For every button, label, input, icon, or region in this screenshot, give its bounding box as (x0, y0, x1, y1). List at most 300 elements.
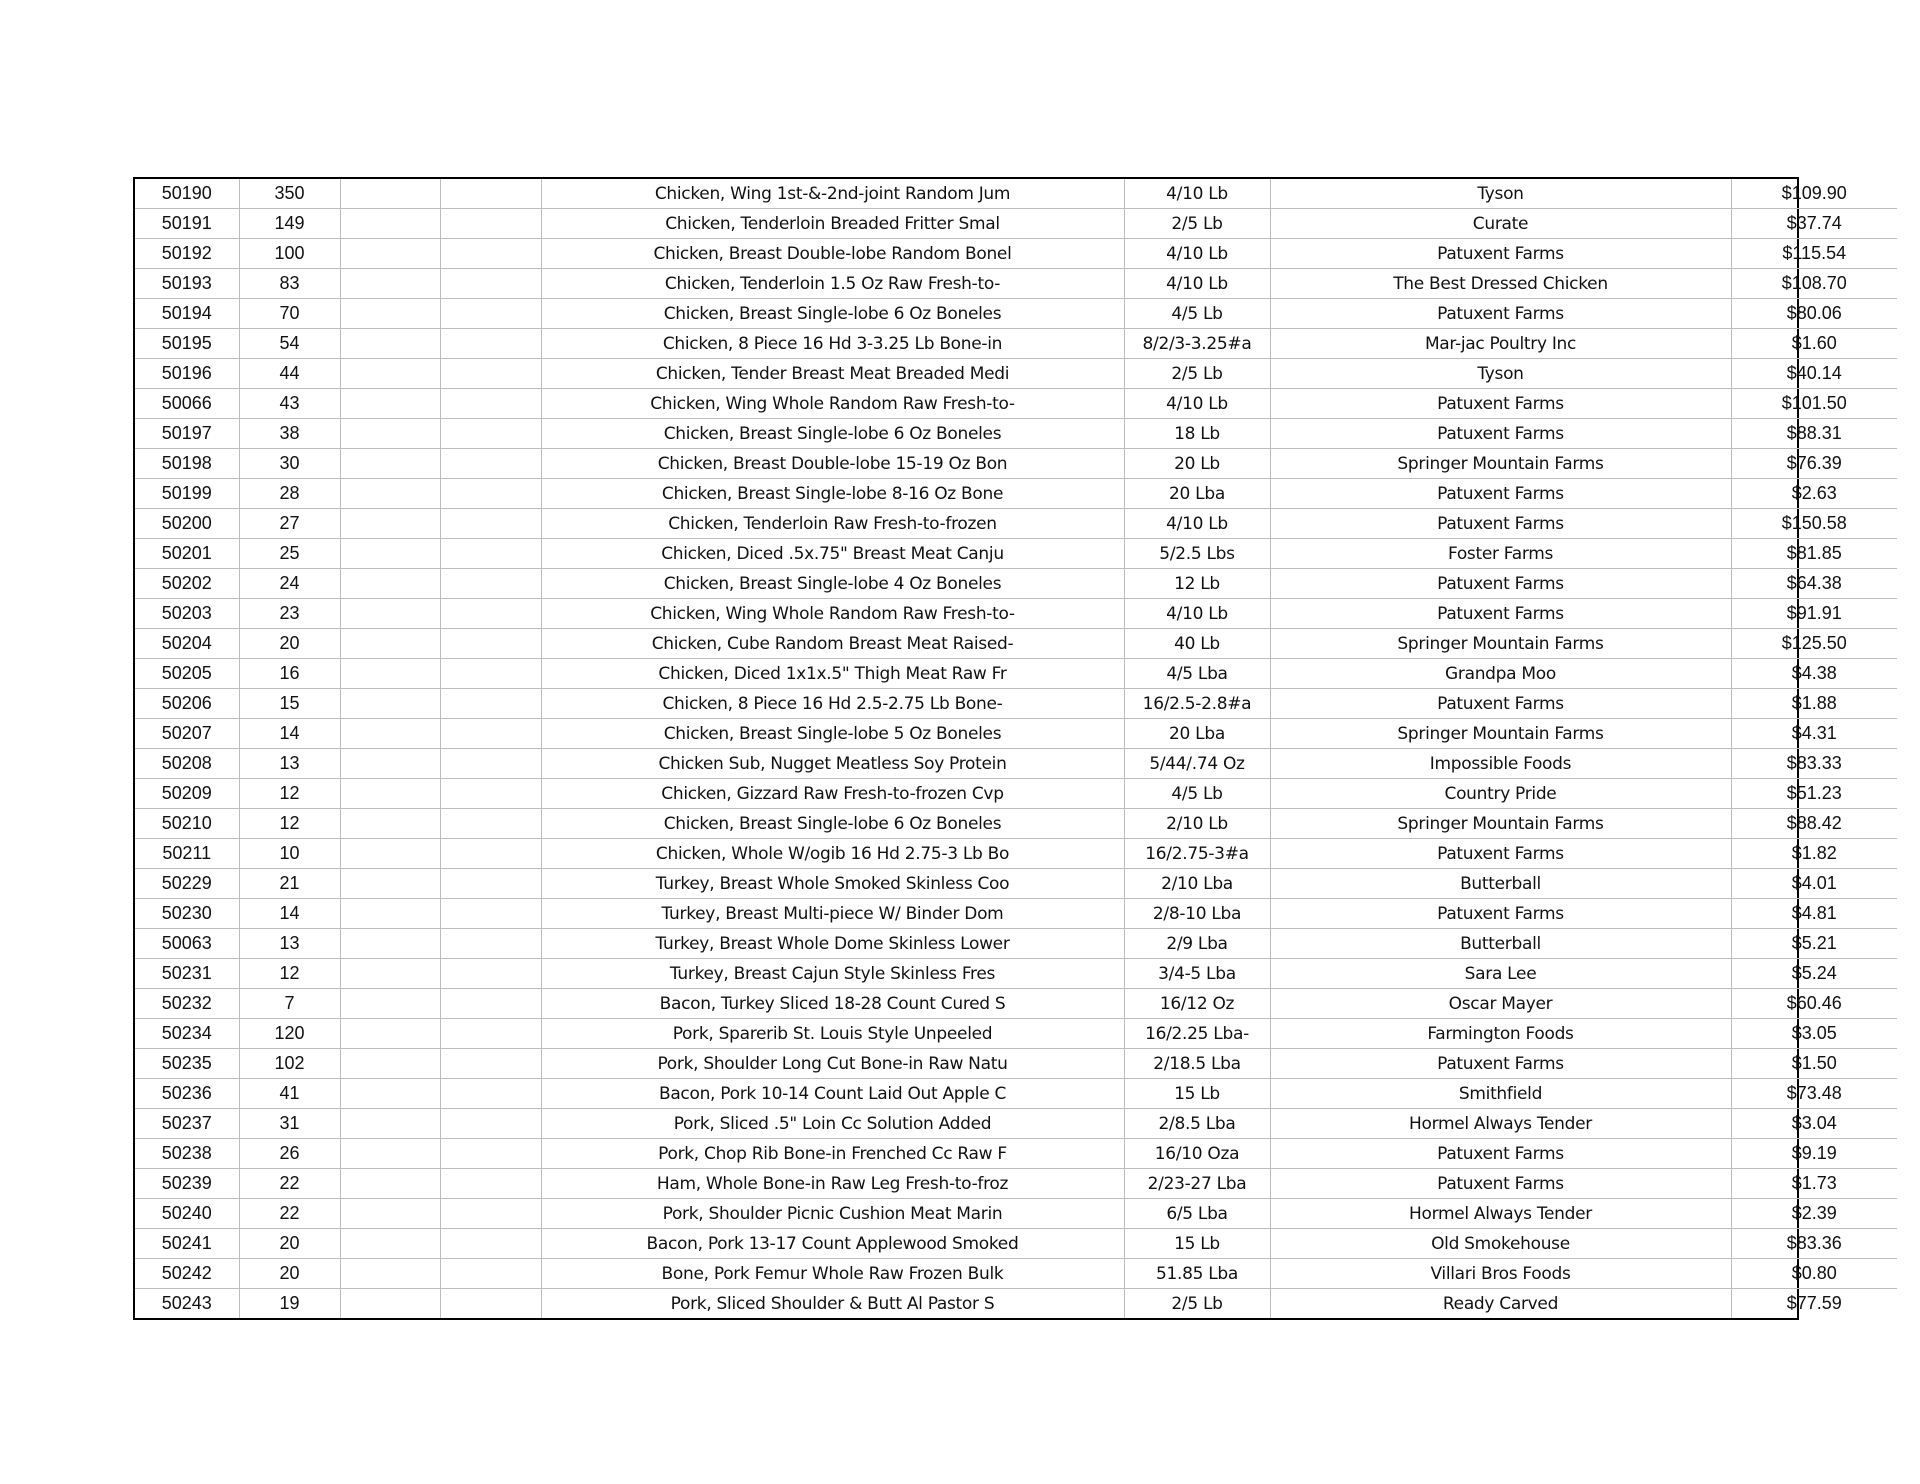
pack-size-cell: 18 Lb (1124, 419, 1270, 449)
item-number-cell: 50203 (135, 599, 239, 629)
pack-size-cell: 2/8.5 Lba (1124, 1109, 1270, 1139)
table-row (135, 569, 1897, 599)
price-cell: $77.59 (1786, 1293, 1842, 1313)
brand-cell: Patuxent Farms (1270, 599, 1731, 629)
quantity-cell: 19 (239, 1289, 340, 1319)
blank-cell (440, 1199, 541, 1229)
blank-cell (340, 1259, 440, 1289)
description-cell: Chicken, Breast Double-lobe 15-19 Oz Bon (541, 449, 1124, 479)
blank-cell (440, 869, 541, 899)
table-row (135, 1049, 1897, 1079)
table-row (135, 389, 1897, 419)
table-row (135, 209, 1897, 239)
price-cell: $2.39 (1731, 1199, 1897, 1229)
price-cell: $88.42 (1731, 809, 1897, 839)
description-cell: Chicken, Diced 1x1x.5" Thigh Meat Raw Fr (541, 659, 1124, 689)
brand-cell: Curate (1270, 209, 1731, 239)
quantity-cell: 7 (239, 989, 340, 1019)
blank-cell (440, 929, 541, 959)
quantity-cell: 350 (239, 179, 340, 209)
blank-cell (340, 1049, 440, 1079)
quantity-cell: 83 (239, 269, 340, 299)
description-cell: Chicken, Wing 1st-&-2nd-joint Random Jum (541, 179, 1124, 209)
table-row (135, 989, 1897, 1019)
pack-size-cell: 16/12 Oz (1124, 989, 1270, 1019)
blank-cell (440, 449, 541, 479)
brand-cell: Smithfield (1270, 1079, 1731, 1109)
price-cell: $125.50 (1731, 629, 1897, 659)
brand-cell: Patuxent Farms (1270, 239, 1731, 269)
blank-cell (440, 1289, 541, 1319)
blank-cell (340, 1169, 440, 1199)
blank-cell (340, 959, 440, 989)
price-cell: $4.01 (1731, 869, 1897, 899)
quantity-cell: 70 (239, 299, 340, 329)
table-row (135, 539, 1897, 569)
brand-cell: Springer Mountain Farms (1270, 719, 1731, 749)
description-cell: Chicken, Tenderloin 1.5 Oz Raw Fresh-to- (541, 269, 1124, 299)
description-cell: Chicken, Wing Whole Random Raw Fresh-to- (541, 599, 1124, 629)
quantity-cell: 22 (239, 1199, 340, 1229)
item-number-cell: 50196 (135, 359, 239, 389)
description-cell: Pork, Sliced Shoulder & Butt Al Pastor S (541, 1289, 1124, 1319)
item-number-cell: 50207 (135, 719, 239, 749)
brand-cell: Grandpa Moo (1270, 659, 1731, 689)
quantity-cell: 20 (239, 1229, 340, 1259)
price-cell: $40.14 (1731, 359, 1897, 389)
blank-cell (340, 299, 440, 329)
brand-cell: Sara Lee (1270, 959, 1731, 989)
price-cell: $60.46 (1731, 989, 1897, 1019)
brand-cell: Patuxent Farms (1270, 839, 1731, 869)
quantity-cell: 13 (239, 749, 340, 779)
price-cell: $4.31 (1731, 719, 1897, 749)
description-cell: Bacon, Pork 13-17 Count Applewood Smoked (541, 1229, 1124, 1259)
table-body (135, 179, 1897, 1318)
description-cell: Ham, Whole Bone-in Raw Leg Fresh-to-froz (541, 1169, 1124, 1199)
blank-cell (440, 269, 541, 299)
item-number-cell: 50202 (135, 569, 239, 599)
brand-cell: Butterball (1270, 869, 1731, 899)
item-number-cell: 50190 (135, 179, 239, 209)
price-cell: $1.73 (1731, 1169, 1897, 1199)
blank-cell (340, 929, 440, 959)
blank-cell (440, 959, 541, 989)
description-cell: Chicken Sub, Nugget Meatless Soy Protein (541, 749, 1124, 779)
blank-cell (440, 749, 541, 779)
price-cell: $1.60 (1731, 329, 1897, 359)
description-cell: Pork, Shoulder Picnic Cushion Meat Marin (541, 1199, 1124, 1229)
table-row (135, 629, 1897, 659)
blank-cell (340, 389, 440, 419)
item-number-cell: 50210 (135, 809, 239, 839)
table-row (135, 779, 1897, 809)
description-cell: Bacon, Pork 10-14 Count Laid Out Apple C (541, 1079, 1124, 1109)
pack-size-cell: 20 Lb (1124, 449, 1270, 479)
quantity-cell: 20 (239, 1259, 340, 1289)
pack-size-cell: 4/10 Lb (1124, 389, 1270, 419)
quantity-cell: 20 (239, 629, 340, 659)
price-cell: $81.85 (1731, 539, 1897, 569)
blank-cell (440, 1259, 541, 1289)
item-number-cell: 50198 (135, 449, 239, 479)
table-row (135, 869, 1897, 899)
blank-cell (440, 1169, 541, 1199)
blank-cell (340, 329, 440, 359)
item-number-cell: 50231 (135, 959, 239, 989)
table-row (135, 899, 1897, 929)
pack-size-cell: 2/18.5 Lba (1124, 1049, 1270, 1079)
pack-size-cell: 2/10 Lb (1124, 809, 1270, 839)
quantity-cell: 149 (239, 209, 340, 239)
blank-cell (340, 359, 440, 389)
quantity-cell: 21 (239, 869, 340, 899)
table-row (135, 929, 1897, 959)
table-row (135, 1289, 1897, 1319)
item-number-cell: 50205 (135, 659, 239, 689)
blank-cell (340, 809, 440, 839)
pack-size-cell: 4/10 Lb (1124, 179, 1270, 209)
description-cell: Chicken, Whole W/ogib 16 Hd 2.75-3 Lb Bo (541, 839, 1124, 869)
brand-cell: The Best Dressed Chicken (1270, 269, 1731, 299)
blank-cell (340, 1229, 440, 1259)
blank-cell (440, 779, 541, 809)
pack-size-cell: 2/23-27 Lba (1124, 1169, 1270, 1199)
description-cell: Chicken, 8 Piece 16 Hd 3-3.25 Lb Bone-in (541, 329, 1124, 359)
pack-size-cell: 2/5 Lb (1124, 209, 1270, 239)
blank-cell (340, 179, 440, 209)
blank-cell (440, 479, 541, 509)
pack-size-cell: 12 Lb (1124, 569, 1270, 599)
pack-size-cell: 2/8-10 Lba (1124, 899, 1270, 929)
price-cell: $4.38 (1731, 659, 1897, 689)
item-number-cell: 50242 (135, 1259, 239, 1289)
table-row (135, 479, 1897, 509)
description-cell: Bacon, Turkey Sliced 18-28 Count Cured S (541, 989, 1124, 1019)
item-number-cell: 50063 (135, 929, 239, 959)
price-cell: $5.21 (1731, 929, 1897, 959)
pack-size-cell: 51.85 Lba (1124, 1259, 1270, 1289)
item-number-cell: 50240 (135, 1199, 239, 1229)
description-cell: Turkey, Breast Whole Smoked Skinless Coo (541, 869, 1124, 899)
description-cell: Chicken, Diced .5x.75" Breast Meat Canju (541, 539, 1124, 569)
item-number-cell: 50194 (135, 299, 239, 329)
blank-cell (340, 1199, 440, 1229)
table-row (135, 329, 1897, 359)
description-cell: Chicken, Breast Single-lobe 6 Oz Boneles (541, 809, 1124, 839)
brand-cell: Patuxent Farms (1270, 419, 1731, 449)
blank-cell (340, 599, 440, 629)
quantity-cell: 10 (239, 839, 340, 869)
item-number-cell: 50200 (135, 509, 239, 539)
brand-cell: Ready Carved (1270, 1289, 1731, 1319)
price-cell: $5.24 (1731, 959, 1897, 989)
item-number-cell: 50193 (135, 269, 239, 299)
pack-size-cell: 2/10 Lba (1124, 869, 1270, 899)
item-number-cell: 50243 (135, 1289, 239, 1319)
brand-cell: Farmington Foods (1270, 1019, 1731, 1049)
blank-cell (440, 569, 541, 599)
blank-cell (440, 659, 541, 689)
blank-cell (440, 359, 541, 389)
brand-cell: Patuxent Farms (1270, 689, 1731, 719)
product-grid (135, 179, 1897, 1318)
item-number-cell: 50236 (135, 1079, 239, 1109)
description-cell: Chicken, Tender Breast Meat Breaded Medi (541, 359, 1124, 389)
blank-cell (340, 779, 440, 809)
quantity-cell: 120 (239, 1019, 340, 1049)
blank-cell (440, 509, 541, 539)
product-table (133, 177, 1847, 1320)
table-row (135, 299, 1897, 329)
brand-cell: Country Pride (1270, 779, 1731, 809)
quantity-cell: 23 (239, 599, 340, 629)
blank-cell (440, 539, 541, 569)
item-number-cell: 50241 (135, 1229, 239, 1259)
blank-cell (340, 749, 440, 779)
blank-cell (440, 1019, 541, 1049)
price-cell: $80.06 (1731, 299, 1897, 329)
quantity-cell: 43 (239, 389, 340, 419)
pack-size-cell: 16/2.75-3#a (1124, 839, 1270, 869)
blank-cell (340, 1079, 440, 1109)
brand-cell: Foster Farms (1270, 539, 1731, 569)
item-number-cell: 50066 (135, 389, 239, 419)
quantity-cell: 25 (239, 539, 340, 569)
pack-size-cell: 15 Lb (1124, 1229, 1270, 1259)
pack-size-cell: 5/44/.74 Oz (1124, 749, 1270, 779)
brand-cell: Patuxent Farms (1270, 1139, 1731, 1169)
quantity-cell: 54 (239, 329, 340, 359)
description-cell: Chicken, Tenderloin Raw Fresh-to-frozen (541, 509, 1124, 539)
blank-cell (340, 869, 440, 899)
blank-cell (440, 1109, 541, 1139)
blank-cell (440, 209, 541, 239)
blank-cell (340, 1139, 440, 1169)
blank-cell (440, 1229, 541, 1259)
brand-cell: Patuxent Farms (1270, 389, 1731, 419)
blank-cell (340, 989, 440, 1019)
blank-cell (440, 1079, 541, 1109)
pack-size-cell: 3/4-5 Lba (1124, 959, 1270, 989)
item-number-cell: 50229 (135, 869, 239, 899)
table-row (135, 269, 1897, 299)
blank-cell (340, 1289, 440, 1319)
pack-size-cell: 5/2.5 Lbs (1124, 539, 1270, 569)
pack-size-cell: 4/10 Lb (1124, 239, 1270, 269)
table-row (135, 1139, 1897, 1169)
item-number-cell: 50191 (135, 209, 239, 239)
blank-cell (340, 449, 440, 479)
pack-size-cell: 4/5 Lb (1124, 779, 1270, 809)
item-number-cell: 50239 (135, 1169, 239, 1199)
price-cell: $1.50 (1731, 1049, 1897, 1079)
blank-cell (440, 1049, 541, 1079)
price-cell: $101.50 (1731, 389, 1897, 419)
price-cell: $37.74 (1731, 209, 1897, 239)
blank-cell (340, 569, 440, 599)
description-cell: Turkey, Breast Cajun Style Skinless Fres (541, 959, 1124, 989)
pack-size-cell: 2/5 Lb (1124, 1289, 1270, 1319)
brand-cell: Patuxent Farms (1270, 509, 1731, 539)
price-cell: $3.05 (1731, 1019, 1897, 1049)
pack-size-cell: 16/2.5-2.8#a (1124, 689, 1270, 719)
brand-cell: Butterball (1270, 929, 1731, 959)
brand-cell: Impossible Foods (1270, 749, 1731, 779)
quantity-cell: 12 (239, 809, 340, 839)
quantity-cell: 26 (239, 1139, 340, 1169)
pack-size-cell: 16/10 Oza (1124, 1139, 1270, 1169)
description-cell: Chicken, Breast Single-lobe 4 Oz Boneles (541, 569, 1124, 599)
description-cell: Chicken, Wing Whole Random Raw Fresh-to- (541, 389, 1124, 419)
description-cell: Turkey, Breast Multi-piece W/ Binder Dom (541, 899, 1124, 929)
pack-size-cell: 4/10 Lb (1124, 509, 1270, 539)
description-cell: Chicken, Gizzard Raw Fresh-to-frozen Cvp (541, 779, 1124, 809)
blank-cell (440, 419, 541, 449)
brand-cell: Oscar Mayer (1270, 989, 1731, 1019)
price-cell: $2.63 (1731, 479, 1897, 509)
price-cell: $115.54 (1731, 239, 1897, 269)
price-cell: $51.23 (1731, 779, 1897, 809)
table-row (135, 959, 1897, 989)
brand-cell: Patuxent Farms (1270, 1049, 1731, 1079)
table-row (135, 599, 1897, 629)
blank-cell (340, 629, 440, 659)
blank-cell (440, 719, 541, 749)
item-number-cell: 50204 (135, 629, 239, 659)
brand-cell: Patuxent Farms (1270, 569, 1731, 599)
blank-cell (440, 1139, 541, 1169)
quantity-cell: 13 (239, 929, 340, 959)
description-cell: Pork, Sliced .5" Loin Cc Solution Added (541, 1109, 1124, 1139)
price-cell: $1.88 (1731, 689, 1897, 719)
table-row (135, 1199, 1897, 1229)
blank-cell (340, 539, 440, 569)
table-row (135, 1079, 1897, 1109)
price-cell: $64.38 (1731, 569, 1897, 599)
table-row (135, 419, 1897, 449)
blank-cell (340, 1109, 440, 1139)
table-row (135, 839, 1897, 869)
brand-cell: Old Smokehouse (1270, 1229, 1731, 1259)
price-cell: $9.19 (1731, 1139, 1897, 1169)
item-number-cell: 50232 (135, 989, 239, 1019)
brand-cell: Springer Mountain Farms (1270, 449, 1731, 479)
brand-cell: Tyson (1270, 179, 1731, 209)
blank-cell (340, 689, 440, 719)
item-number-cell: 50199 (135, 479, 239, 509)
price-cell: $0.80 (1731, 1259, 1897, 1289)
pack-size-cell: 8/2/3-3.25#a (1124, 329, 1270, 359)
item-number-cell: 50192 (135, 239, 239, 269)
table-row (135, 719, 1897, 749)
brand-cell: Patuxent Farms (1270, 1169, 1731, 1199)
blank-cell (340, 479, 440, 509)
blank-cell (440, 689, 541, 719)
description-cell: Chicken, Breast Single-lobe 5 Oz Boneles (541, 719, 1124, 749)
brand-cell: Hormel Always Tender (1270, 1109, 1731, 1139)
blank-cell (340, 1019, 440, 1049)
item-number-cell: 50235 (135, 1049, 239, 1079)
table-row (135, 179, 1897, 209)
table-row (135, 689, 1897, 719)
pack-size-cell: 6/5 Lba (1124, 1199, 1270, 1229)
price-cell: $83.36 (1731, 1229, 1897, 1259)
price-cell: $83.33 (1731, 749, 1897, 779)
blank-cell (340, 239, 440, 269)
pack-size-cell: 20 Lba (1124, 719, 1270, 749)
description-cell: Chicken, Breast Single-lobe 8-16 Oz Bone (541, 479, 1124, 509)
pack-size-cell: 4/10 Lb (1124, 269, 1270, 299)
brand-cell: Tyson (1270, 359, 1731, 389)
blank-cell (440, 329, 541, 359)
description-cell: Chicken, Breast Single-lobe 6 Oz Boneles (541, 299, 1124, 329)
price-cell: $109.90 (1731, 179, 1897, 209)
item-number-cell: 50234 (135, 1019, 239, 1049)
description-cell: Turkey, Breast Whole Dome Skinless Lower (541, 929, 1124, 959)
brand-cell: Patuxent Farms (1270, 479, 1731, 509)
quantity-cell: 22 (239, 1169, 340, 1199)
blank-cell (340, 209, 440, 239)
blank-cell (440, 989, 541, 1019)
quantity-cell: 16 (239, 659, 340, 689)
blank-cell (440, 389, 541, 419)
blank-cell (440, 299, 541, 329)
pack-size-cell: 20 Lba (1124, 479, 1270, 509)
brand-cell: Mar-jac Poultry Inc (1270, 329, 1731, 359)
pack-size-cell: 4/5 Lba (1124, 659, 1270, 689)
quantity-cell: 15 (239, 689, 340, 719)
item-number-cell: 50208 (135, 749, 239, 779)
quantity-cell: 28 (239, 479, 340, 509)
quantity-cell: 44 (239, 359, 340, 389)
pack-size-cell: 4/5 Lb (1124, 299, 1270, 329)
price-cell: $150.58 (1731, 509, 1897, 539)
quantity-cell: 38 (239, 419, 340, 449)
blank-cell (440, 599, 541, 629)
blank-cell (440, 899, 541, 929)
quantity-cell: 12 (239, 779, 340, 809)
table-row (135, 1019, 1897, 1049)
blank-cell (440, 629, 541, 659)
quantity-cell: 102 (239, 1049, 340, 1079)
table-row (135, 809, 1897, 839)
quantity-cell: 30 (239, 449, 340, 479)
item-number-cell: 50238 (135, 1139, 239, 1169)
price-cell: $4.81 (1731, 899, 1897, 929)
item-number-cell: 50230 (135, 899, 239, 929)
pack-size-cell: 2/9 Lba (1124, 929, 1270, 959)
brand-cell: Hormel Always Tender (1270, 1199, 1731, 1229)
quantity-cell: 24 (239, 569, 340, 599)
price-cell: $73.48 (1731, 1079, 1897, 1109)
pack-size-cell: 16/2.25 Lba- (1124, 1019, 1270, 1049)
description-cell: Chicken, Breast Double-lobe Random Bonel (541, 239, 1124, 269)
item-number-cell: 50197 (135, 419, 239, 449)
description-cell: Chicken, Cube Random Breast Meat Raised- (541, 629, 1124, 659)
quantity-cell: 31 (239, 1109, 340, 1139)
description-cell: Bone, Pork Femur Whole Raw Frozen Bulk (541, 1259, 1124, 1289)
brand-cell: Springer Mountain Farms (1270, 629, 1731, 659)
blank-cell (440, 179, 541, 209)
price-cell: $1.82 (1731, 839, 1897, 869)
description-cell: Chicken, Breast Single-lobe 6 Oz Boneles (541, 419, 1124, 449)
pack-size-cell: 2/5 Lb (1124, 359, 1270, 389)
item-number-cell: 50201 (135, 539, 239, 569)
quantity-cell: 12 (239, 959, 340, 989)
table-row (135, 749, 1897, 779)
table-row (135, 1229, 1897, 1259)
